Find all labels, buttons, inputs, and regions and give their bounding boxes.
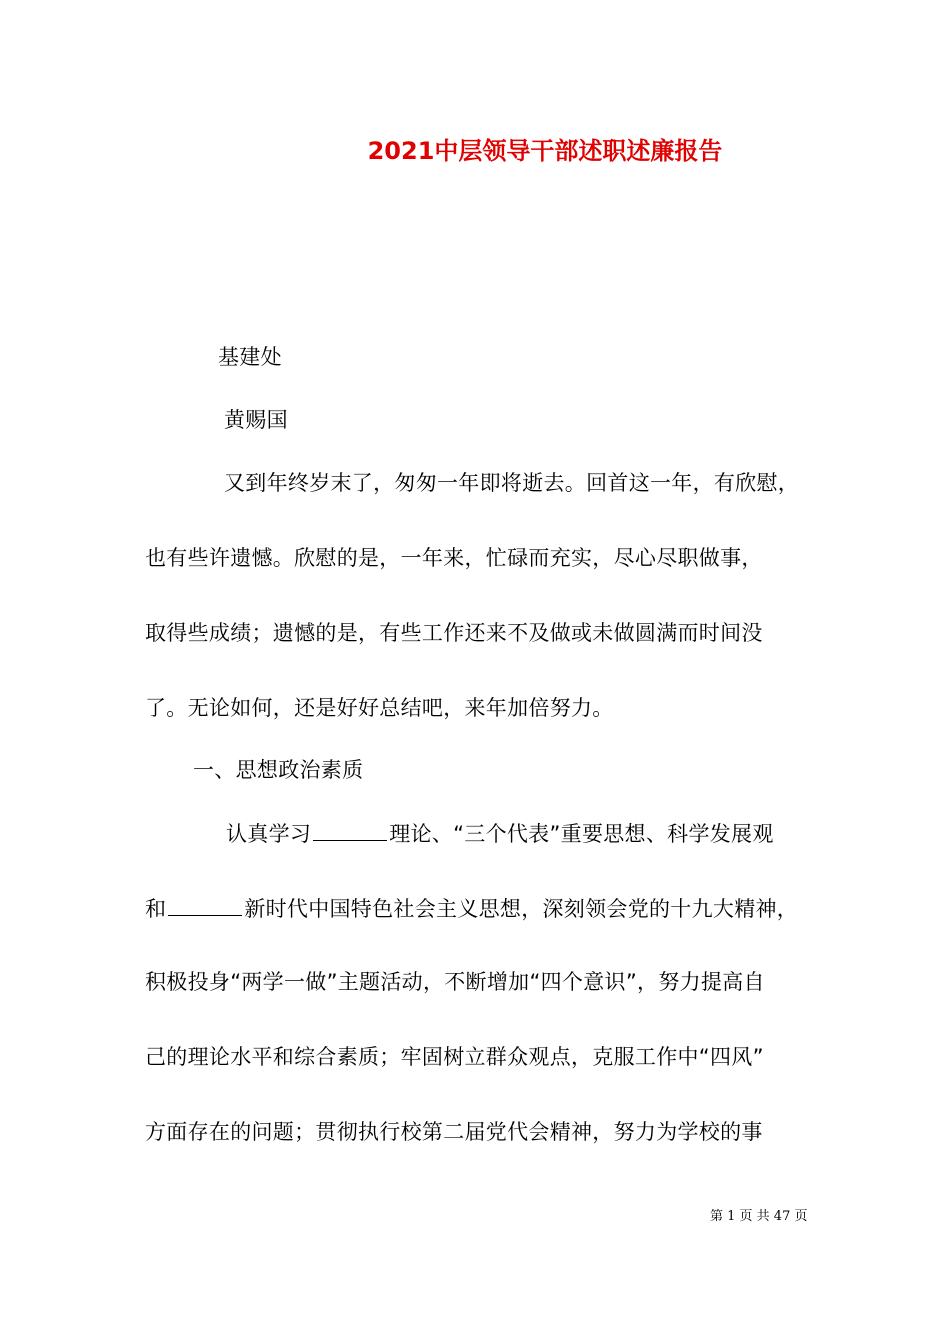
paragraph-line [226, 818, 774, 849]
line-text: 新时代中国特色社会主义思想，深刻领会党的十九大精神， [244, 897, 799, 921]
paragraph-line: 方面存在的问题；贯彻执行校第二届党代会精神，努力为学校的事 [145, 1120, 763, 1144]
fill-in-blank [168, 893, 242, 916]
line-text: 理论、“三个代表”重要思想、科学发展观 [389, 822, 774, 846]
paragraph-line: 了。无论如何，还是好好总结吧，来年加倍努力。 [145, 696, 614, 720]
paragraph-line: 也有些许遗憾。欣慰的是，一年来，忙碌而充实，尽心尽职做事， [145, 546, 763, 570]
paragraph-line: 己的理论水平和综合素质；牢固树立群众观点，克服工作中“四风” [145, 1045, 764, 1069]
paragraph-line [145, 893, 798, 924]
paragraph-line: 又到年终岁末了，匆匆一年即将逝去。回首这一年，有欣慰， [224, 471, 800, 495]
page-number-footer: 第 1 页 共 47 页 [710, 1209, 808, 1224]
line-text: 认真学习 [226, 822, 312, 846]
line-text: 和 [145, 897, 167, 921]
fill-in-blank [313, 818, 387, 841]
section-heading: 一、思想政治素质 [193, 758, 364, 782]
paragraph-line: 取得些成绩；遗憾的是，有些工作还来不及做或未做圆满而时间没 [145, 621, 763, 645]
department-label: 基建处 [218, 345, 282, 369]
document-title: 2021中层领导干部述职述廉报告 [367, 137, 723, 165]
author-name: 黄赐国 [224, 408, 288, 432]
paragraph-line: 积极投身“两学一做”主题活动，不断增加“四个意识”，努力提高自 [145, 970, 765, 994]
